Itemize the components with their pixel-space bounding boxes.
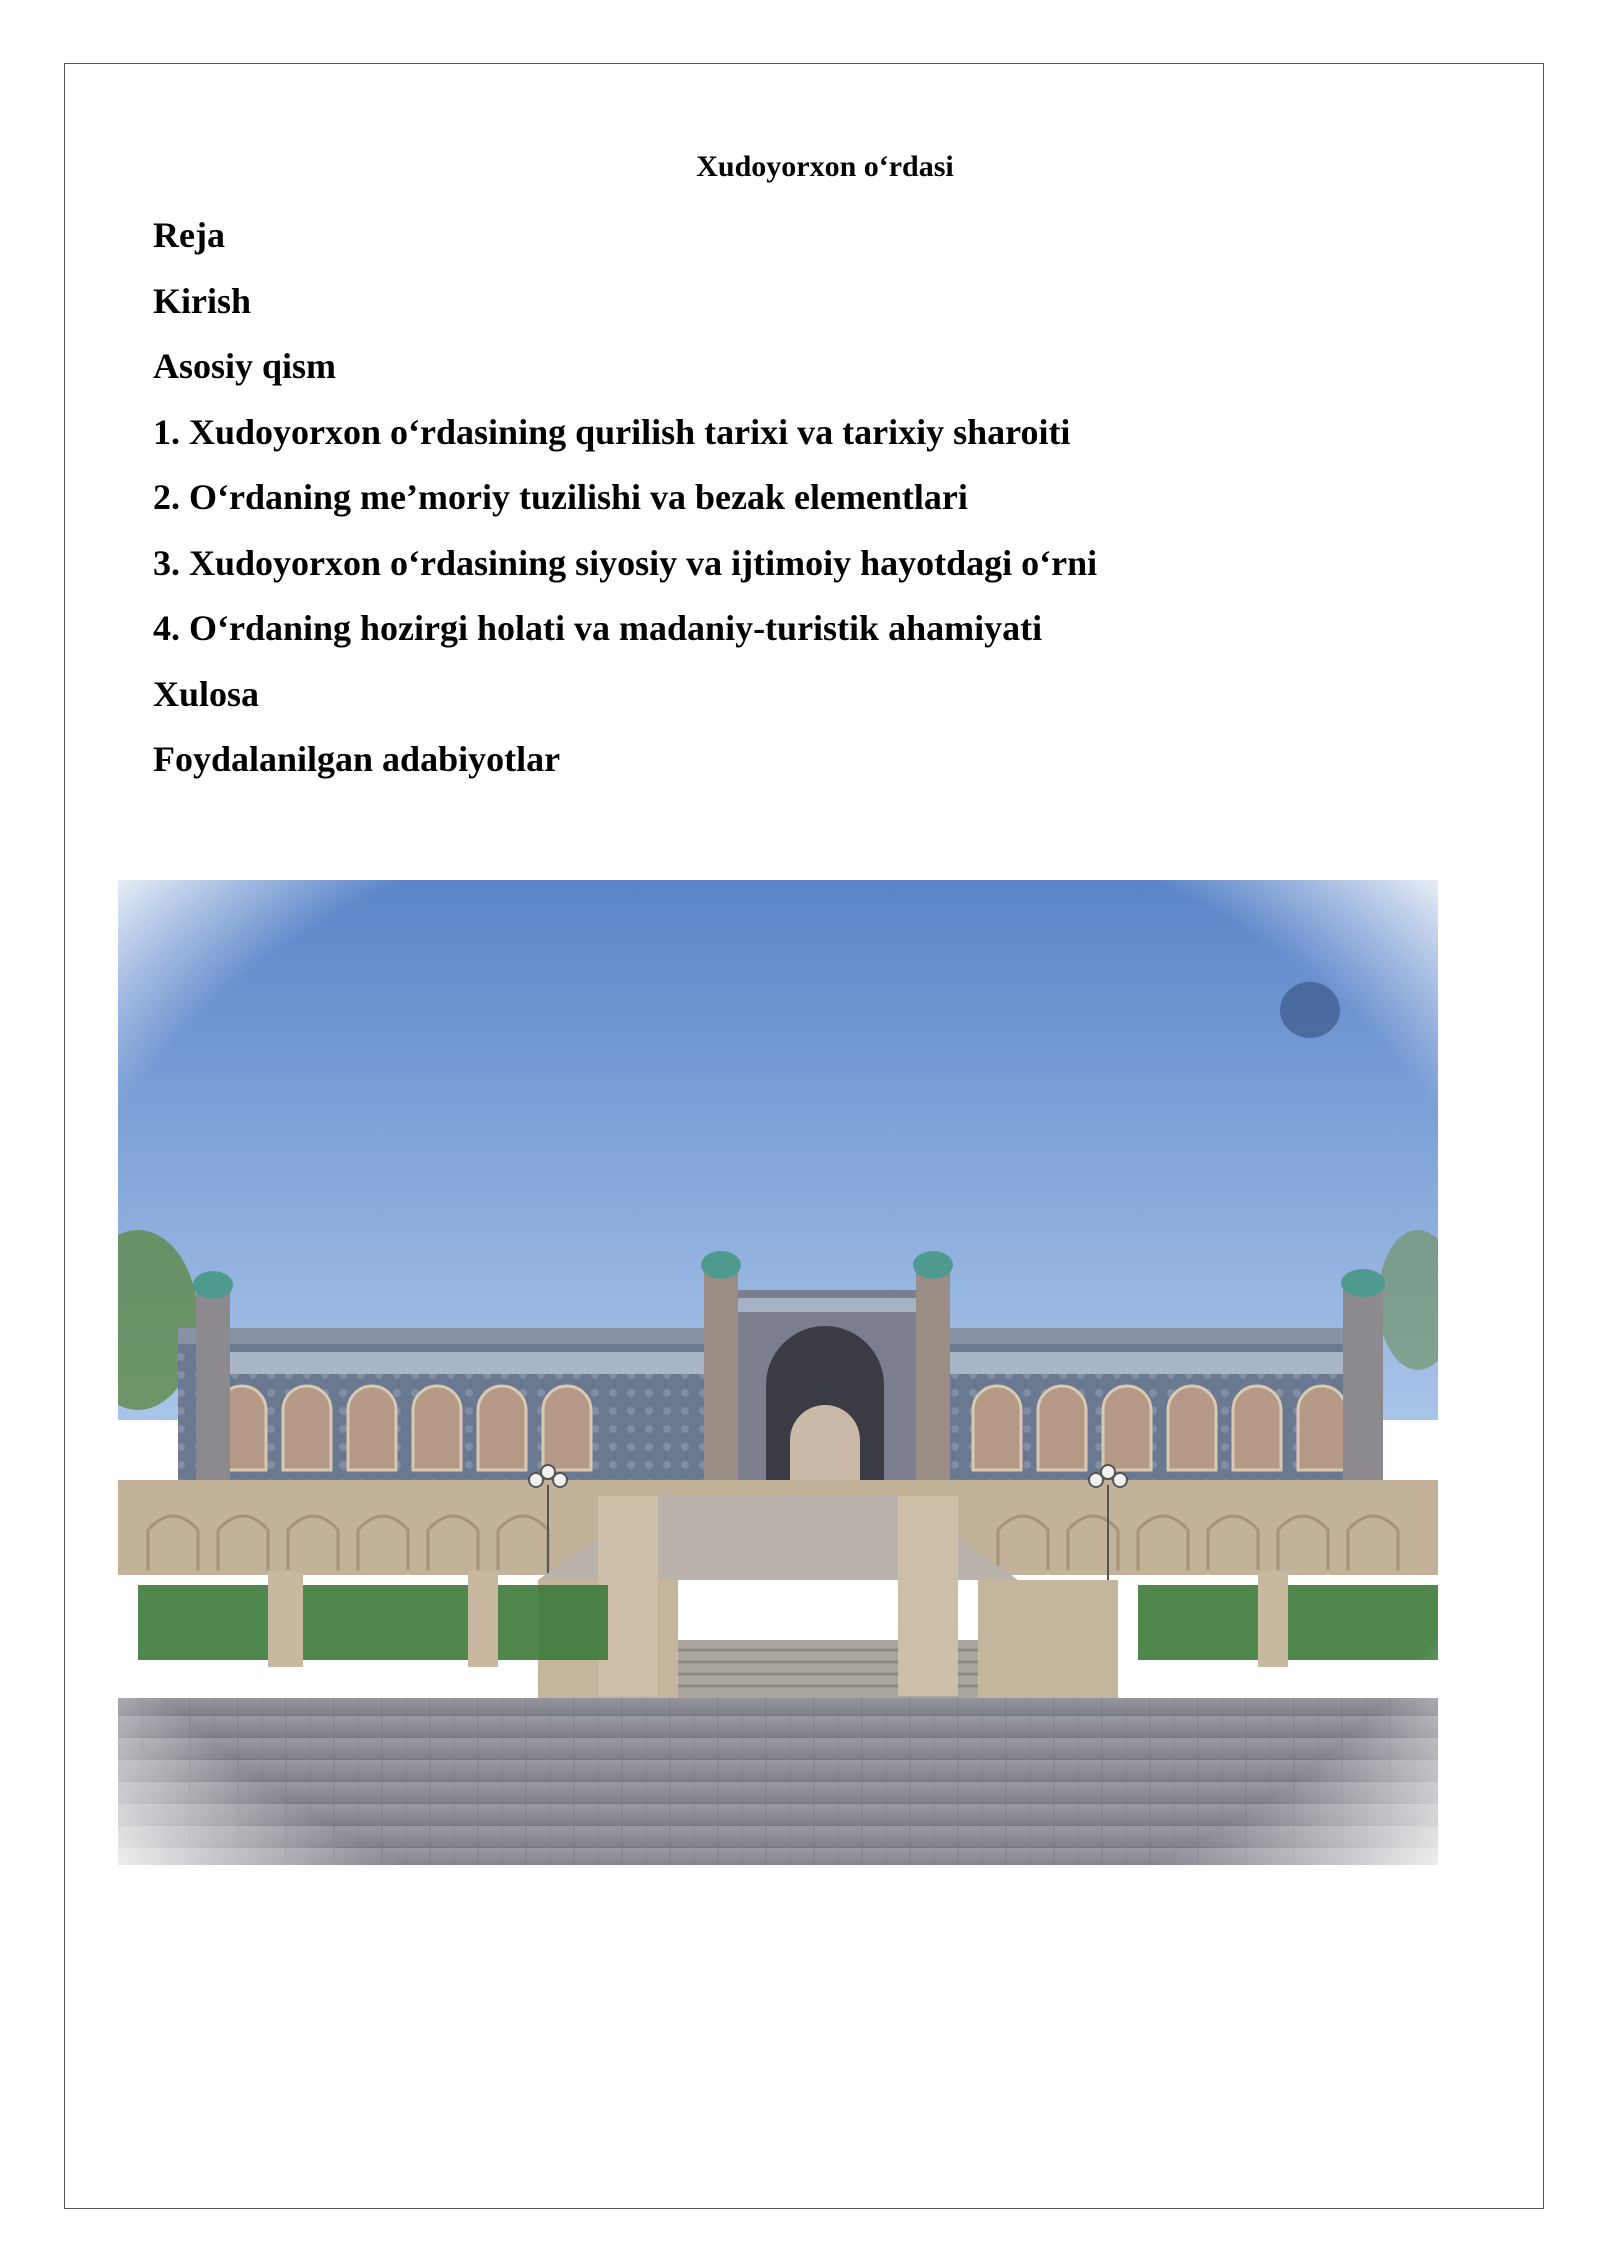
document-title: Xudoyorxon o‘rdasi [696, 150, 954, 183]
outline-item: Foydalanilgan adabiyotlar [153, 739, 561, 779]
palace-photo [118, 880, 1438, 1865]
outline-item: Asosiy qism [153, 346, 337, 386]
outline-list [153, 203, 1097, 793]
outline-item: 3. Xudoyorxon o‘rdasining siyosiy va ijtimoiy hayotdagi o‘rni [153, 542, 1098, 583]
outline-item: Reja [153, 215, 225, 255]
outline-item: 1. Xudoyorxon o‘rdasining qurilish tarixi va tarixiy sharoiti [153, 411, 1071, 452]
palace-illustration [118, 880, 1438, 1865]
outline-item: Xulosa [153, 673, 260, 714]
outline-item: 2. O‘rdaning me’moriy tuzilishi va bezak elementlari [153, 477, 968, 517]
outline-item: 4. O‘rdaning hozirgi holati va madaniy-turistik ahamiyati [153, 608, 1043, 648]
outline-item: Kirish [153, 280, 252, 321]
